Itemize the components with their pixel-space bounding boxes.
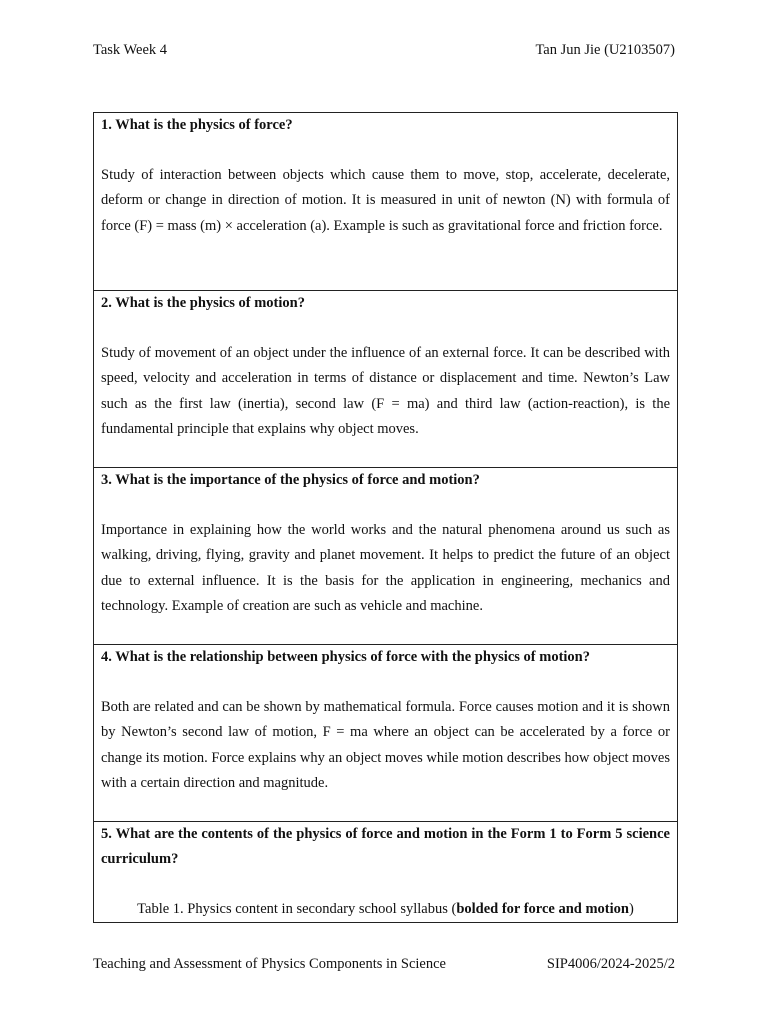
caption-suffix: ) (628, 901, 634, 917)
answer-1: Study of interaction between objects which cause them to move, stop, accelerate, decelerate, deform or change in direction of motion. It is measured in unit of newton (N) with formula of force (F) = mass (m) × acceleration (a). Example is such as gravitational force and friction force. (101, 167, 670, 234)
answer-4: Both are related and can be shown by mathematical formula. Force causes motion and it is shown by Newton’s second law of motion, F = ma where an object can be accelerated by a force or change its motion. Force explains why an object moves while motion describes how object moves with a certain direction and magnitude. (101, 699, 671, 791)
table-cell (94, 113, 678, 291)
answer-2: Study of movement of an object under the influence of an external force. It can be described with speed, velocity and acceleration in terms of distance or displacement and time. Newton’s Law such as the first law (inertia), second law (F = ma) and third law (action-reaction), is the fundamental principle that explains why object moves. (101, 345, 670, 437)
caption-bold: bolded for force and motion (456, 901, 629, 917)
footer-course-title: Teaching and Assessment of Physics Components in Science (93, 956, 446, 972)
table-cell (94, 468, 678, 645)
question-1: 1. What is the physics of force? (101, 117, 293, 133)
question-5: 5. What are the contents of the physics of force and motion in the Form 1 to Form 5 science curriculum? (101, 826, 670, 867)
answer-3: Importance in explaining how the world works and the natural phenomena around us such as walking, driving, flying, gravity and planet movement. It helps to predict the future of an object due to external influence. It is the basis for the application in engineering, mechanics and technology. Example of creation are such as vehicle and machine. (101, 522, 670, 614)
table-cell (94, 822, 678, 923)
footer-course-code: SIP4006/2024-2025/2 (546, 956, 675, 972)
table-row (94, 468, 678, 645)
caption-prefix: Table 1. Physics content in secondary school syllabus ( (137, 901, 457, 917)
table-row (94, 113, 678, 291)
question-table (93, 112, 678, 923)
question-4: 4. What is the relationship between physics of force with the physics of motion? (101, 649, 590, 665)
header-task-week: Task Week 4 (93, 42, 168, 58)
table-cell (94, 645, 678, 822)
table-cell (94, 291, 678, 468)
table-row (94, 291, 678, 468)
header-author: Tan Jun Jie (U2103507) (535, 42, 675, 58)
table-row (94, 645, 678, 822)
question-3: 3. What is the importance of the physics of force and motion? (101, 472, 480, 488)
table-row (94, 822, 678, 923)
question-2: 2. What is the physics of motion? (101, 295, 305, 311)
table-caption (101, 897, 670, 922)
